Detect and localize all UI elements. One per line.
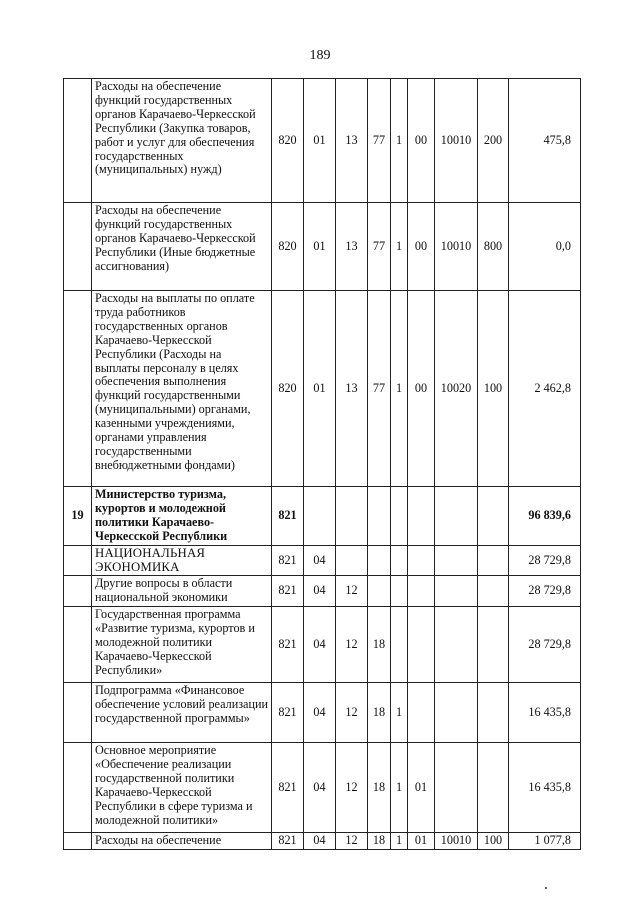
code-direction (435, 607, 478, 683)
code-direction (435, 545, 478, 576)
code-expense-type: 100 (478, 833, 509, 850)
code-subsection: 13 (336, 291, 368, 487)
row-amount: 16 435,8 (509, 683, 581, 743)
table-row (64, 576, 581, 607)
code-expense-type: 200 (478, 79, 509, 203)
code-section: 04 (304, 683, 336, 743)
row-number (64, 743, 92, 833)
code-expense-type (478, 607, 509, 683)
code-measure (408, 576, 435, 607)
row-amount: 1 077,8 (509, 833, 581, 850)
code-section: 04 (304, 576, 336, 607)
code-ministry: 820 (272, 79, 304, 203)
table-row (64, 607, 581, 683)
row-description: Подпрограмма «Финансовое обеспечение условий реализации государственной программы» (92, 683, 272, 743)
row-number (64, 291, 92, 487)
code-direction (435, 743, 478, 833)
code-direction (435, 576, 478, 607)
code-ministry: 821 (272, 487, 304, 546)
code-subprogram (391, 576, 408, 607)
code-direction: 10010 (435, 833, 478, 850)
code-section (304, 487, 336, 546)
row-description: Государственная программа «Развитие туризма, курортов и молодежной политики Карачаево-Черкесской Республики» (92, 607, 272, 683)
row-description: Расходы на обеспечение (92, 833, 272, 850)
code-measure: 01 (408, 743, 435, 833)
row-amount: 16 435,8 (509, 743, 581, 833)
code-section: 01 (304, 79, 336, 203)
code-subprogram: 1 (391, 833, 408, 850)
code-subprogram (391, 545, 408, 576)
row-description: Расходы на выплаты по оплате труда работников государственных органов Карачаево-Черкесской Республики (Расходы на выплаты персоналу в целях обеспечения выполнения функций государственными (муниципальными) органами, казенными учреждениями, органами управления государственными внебюджетными фондами) (92, 291, 272, 487)
row-amount: 0,0 (509, 203, 581, 291)
code-expense-type (478, 576, 509, 607)
row-description: Расходы на обеспечение функций государственных органов Карачаево-Черкесской Республики (Иные бюджетные ассигнования) (92, 203, 272, 291)
code-measure: 00 (408, 79, 435, 203)
row-number (64, 545, 92, 576)
code-subsection (336, 487, 368, 546)
code-subsection: 12 (336, 607, 368, 683)
row-description: Расходы на обеспечение функций государственных органов Карачаево-Черкесской Республики (Закупка товаров, работ и услуг для обеспечения государственных (муниципальных) нужд) (92, 79, 272, 203)
code-ministry: 821 (272, 545, 304, 576)
table-row (64, 833, 581, 850)
table-row (64, 743, 581, 833)
code-subsection: 12 (336, 743, 368, 833)
table-row (64, 79, 581, 203)
code-section: 04 (304, 607, 336, 683)
code-subprogram: 1 (391, 203, 408, 291)
row-number (64, 833, 92, 850)
code-program: 77 (368, 291, 391, 487)
code-program (368, 487, 391, 546)
code-ministry: 821 (272, 833, 304, 850)
code-program: 77 (368, 203, 391, 291)
table-row (64, 291, 581, 487)
row-number (64, 683, 92, 743)
code-direction (435, 683, 478, 743)
code-direction: 10010 (435, 79, 478, 203)
table-row-ministry (64, 487, 581, 546)
code-subprogram (391, 607, 408, 683)
code-expense-type: 800 (478, 203, 509, 291)
row-amount: 475,8 (509, 79, 581, 203)
page-number: 189 (309, 48, 331, 63)
code-section: 01 (304, 291, 336, 487)
code-direction: 10020 (435, 291, 478, 487)
code-subsection: 12 (336, 683, 368, 743)
code-expense-type (478, 683, 509, 743)
code-section: 04 (304, 743, 336, 833)
code-measure (408, 487, 435, 546)
code-expense-type (478, 545, 509, 576)
code-subprogram (391, 487, 408, 546)
row-amount: 28 729,8 (509, 576, 581, 607)
code-subsection: 12 (336, 833, 368, 850)
code-ministry: 820 (272, 203, 304, 291)
code-subsection: 12 (336, 576, 368, 607)
code-ministry: 821 (272, 607, 304, 683)
code-expense-type (478, 743, 509, 833)
row-number (64, 607, 92, 683)
code-measure: 00 (408, 203, 435, 291)
code-subsection: 13 (336, 79, 368, 203)
row-number (64, 203, 92, 291)
scan-speck (545, 887, 547, 889)
row-amount: 2 462,8 (509, 291, 581, 487)
row-amount: 28 729,8 (509, 607, 581, 683)
code-subsection (336, 545, 368, 576)
code-program: 18 (368, 833, 391, 850)
code-subsection: 13 (336, 203, 368, 291)
row-number (64, 576, 92, 607)
code-section: 01 (304, 203, 336, 291)
code-subprogram: 1 (391, 79, 408, 203)
code-ministry: 821 (272, 576, 304, 607)
code-measure (408, 683, 435, 743)
row-description: Министерство туризма, курортов и молодежной политики Карачаево-Черкесской Республики (92, 487, 272, 546)
row-number: 19 (64, 487, 92, 546)
code-ministry: 820 (272, 291, 304, 487)
code-measure: 00 (408, 291, 435, 487)
code-section: 04 (304, 833, 336, 850)
table-row (64, 683, 581, 743)
code-ministry: 821 (272, 743, 304, 833)
code-subprogram: 1 (391, 743, 408, 833)
code-direction (435, 487, 478, 546)
code-expense-type: 100 (478, 291, 509, 487)
row-description: Основное мероприятие «Обеспечение реализации государственной политики Карачаево-Черкесской Республики в сфере туризма и молодежной политики» (92, 743, 272, 833)
code-program: 18 (368, 607, 391, 683)
code-measure (408, 545, 435, 576)
budget-table (63, 78, 581, 850)
row-amount: 28 729,8 (509, 545, 581, 576)
code-direction: 10010 (435, 203, 478, 291)
code-program (368, 545, 391, 576)
code-program: 18 (368, 743, 391, 833)
code-expense-type (478, 487, 509, 546)
code-ministry: 821 (272, 683, 304, 743)
row-number (64, 79, 92, 203)
row-amount: 96 839,6 (509, 487, 581, 546)
code-subprogram: 1 (391, 291, 408, 487)
table-row (64, 203, 581, 291)
code-section: 04 (304, 545, 336, 576)
code-measure (408, 607, 435, 683)
code-program: 77 (368, 79, 391, 203)
row-description: Другие вопросы в области национальной экономики (92, 576, 272, 607)
code-measure: 01 (408, 833, 435, 850)
table-row (64, 545, 581, 576)
code-program (368, 576, 391, 607)
code-subprogram: 1 (391, 683, 408, 743)
code-program: 18 (368, 683, 391, 743)
row-description: НАЦИОНАЛЬНАЯ ЭКОНОМИКА (92, 545, 272, 576)
